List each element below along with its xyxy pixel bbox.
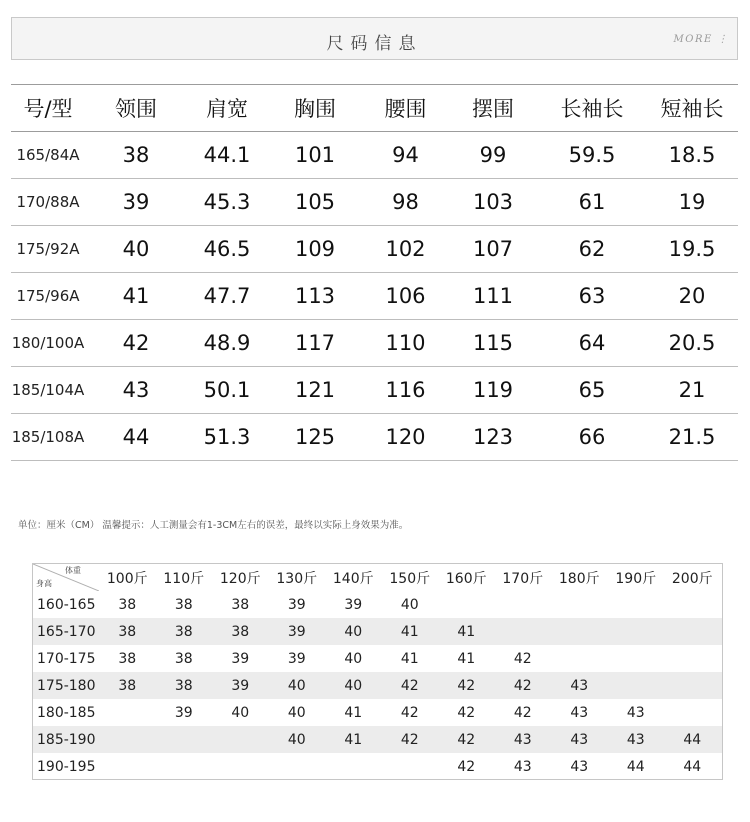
collar-size-cell: 39 <box>231 677 250 694</box>
collar-size-cell: 42 <box>457 677 476 694</box>
measurement-cell: 61 <box>578 190 606 214</box>
size-code-cell: 185/104A <box>11 381 85 399</box>
collar-size-cell: 40 <box>287 677 306 694</box>
measurement-cell: 19 <box>678 190 706 214</box>
collar-size-cell: 41 <box>457 623 476 640</box>
table-row <box>33 753 722 780</box>
measurement-cell: 62 <box>578 237 606 261</box>
collar-size-cell: 42 <box>457 731 476 748</box>
size-code-cell: 170/88A <box>16 193 80 211</box>
collar-size-cell: 43 <box>570 731 589 748</box>
weight-height-chart <box>32 563 723 780</box>
collar-size-cell: 38 <box>118 677 137 694</box>
size-code-cell: 180/100A <box>11 334 85 352</box>
measurement-cell: 44 <box>122 425 150 449</box>
collar-size-cell: 41 <box>344 731 363 748</box>
table-row <box>11 132 738 179</box>
measurement-cell: 123 <box>472 425 514 449</box>
measurement-cell: 44.1 <box>203 143 251 167</box>
weight-header-cell: 140斤 <box>332 570 374 587</box>
measurement-cell: 120 <box>385 425 426 449</box>
measurement-cell: 111 <box>472 284 514 308</box>
measurement-cell: 119 <box>472 378 514 402</box>
collar-size-cell: 43 <box>513 731 532 748</box>
collar-size-cell: 38 <box>231 596 250 613</box>
measurement-cell: 45.3 <box>203 190 251 214</box>
size-code-cell: 165/84A <box>16 146 80 164</box>
collar-size-cell: 40 <box>344 650 363 667</box>
corner-cell <box>33 564 99 591</box>
collar-size-cell: 39 <box>231 650 250 667</box>
collar-size-cell: 39 <box>287 650 306 667</box>
collar-size-cell: 38 <box>174 677 193 694</box>
height-range-cell: 190-195 <box>37 758 96 775</box>
measurement-cell: 121 <box>294 378 336 402</box>
weight-header-cell: 120斤 <box>219 570 261 587</box>
title-banner <box>11 17 738 60</box>
table-row <box>11 367 738 414</box>
height-range-cell: 170-175 <box>37 650 96 667</box>
height-range-cell: 160-165 <box>37 596 96 613</box>
collar-size-cell: 42 <box>400 677 419 694</box>
weight-header-cell: 160斤 <box>445 570 487 587</box>
collar-size-cell: 39 <box>287 596 306 613</box>
measurement-cell: 99 <box>479 143 507 167</box>
measurement-cell: 109 <box>294 237 336 261</box>
measurement-cell: 42 <box>122 331 150 355</box>
measurement-cell: 20.5 <box>668 331 716 355</box>
collar-size-cell: 39 <box>174 704 193 721</box>
table-row <box>33 645 722 672</box>
weight-header-cell: 190斤 <box>615 570 657 587</box>
column-header: 摆围 <box>472 97 514 121</box>
measurement-cell: 64 <box>578 331 606 355</box>
collar-size-cell: 41 <box>400 650 419 667</box>
collar-size-cell: 41 <box>457 650 476 667</box>
measurement-cell: 116 <box>385 378 426 402</box>
measurement-cell: 101 <box>294 143 336 167</box>
table-row <box>33 672 722 699</box>
table-row <box>33 699 722 726</box>
size-table-body <box>11 132 738 461</box>
measurement-cell: 63 <box>578 284 606 308</box>
measurement-cell: 105 <box>294 190 336 214</box>
weight-header-cell: 180斤 <box>558 570 600 587</box>
table-row <box>11 273 738 320</box>
measurement-cell: 125 <box>294 425 336 449</box>
height-range-cell: 185-190 <box>37 731 96 748</box>
weight-header-cell: 130斤 <box>276 570 318 587</box>
size-code-cell: 175/92A <box>16 240 80 258</box>
measurement-cell: 41 <box>122 284 150 308</box>
table-row <box>33 591 722 618</box>
weight-header-cell: 110斤 <box>163 570 205 587</box>
table-row <box>33 618 722 645</box>
collar-size-cell: 40 <box>231 704 250 721</box>
measurement-cell: 48.9 <box>203 331 251 355</box>
measurement-cell: 20 <box>678 284 706 308</box>
collar-size-cell: 43 <box>513 758 532 775</box>
measurement-cell: 40 <box>122 237 150 261</box>
measurement-cell: 51.3 <box>203 425 251 449</box>
measurement-cell: 117 <box>294 331 336 355</box>
measurement-cell: 103 <box>472 190 514 214</box>
height-range-cell: 175-180 <box>37 677 96 694</box>
measurement-cell: 59.5 <box>568 143 616 167</box>
weight-header-cell: 170斤 <box>502 570 544 587</box>
measurement-cell: 102 <box>385 237 426 261</box>
measurement-cell: 94 <box>392 143 419 167</box>
collar-size-cell: 43 <box>570 758 589 775</box>
size-table <box>11 84 738 461</box>
measurement-cell: 21.5 <box>668 425 716 449</box>
height-range-cell: 165-170 <box>37 623 96 640</box>
table-row <box>11 226 738 273</box>
collar-size-cell: 38 <box>118 596 137 613</box>
collar-size-cell: 41 <box>400 623 419 640</box>
table-row <box>11 179 738 226</box>
column-header: 长袖长 <box>560 97 624 121</box>
collar-size-cell: 40 <box>287 731 306 748</box>
collar-size-cell: 42 <box>513 704 532 721</box>
measurement-cell: 19.5 <box>668 237 716 261</box>
column-header: 腰围 <box>384 97 427 121</box>
measurement-cell: 98 <box>392 190 419 214</box>
collar-size-cell: 40 <box>344 623 363 640</box>
weight-height-body <box>33 591 722 780</box>
collar-size-cell: 42 <box>513 677 532 694</box>
collar-size-cell: 42 <box>457 704 476 721</box>
measurement-cell: 65 <box>578 378 606 402</box>
measurement-cell: 66 <box>578 425 606 449</box>
measurement-cell: 21 <box>678 378 706 402</box>
collar-size-cell: 44 <box>683 731 702 748</box>
more-label: MORE <box>673 34 713 45</box>
measurement-cell: 43 <box>122 378 150 402</box>
page-title: 尺码信息 <box>326 34 423 54</box>
collar-size-cell: 41 <box>344 704 363 721</box>
weight-header-row <box>33 564 722 591</box>
collar-size-cell: 38 <box>231 623 250 640</box>
collar-size-cell: 39 <box>287 623 306 640</box>
measurement-cell: 47.7 <box>203 284 251 308</box>
size-table-header <box>11 85 738 132</box>
collar-size-cell: 42 <box>400 731 419 748</box>
column-header: 号/型 <box>23 97 73 121</box>
collar-size-cell: 44 <box>683 758 702 775</box>
collar-size-cell: 43 <box>570 704 589 721</box>
weight-header-cell: 150斤 <box>389 570 431 587</box>
measurement-cell: 113 <box>294 284 336 308</box>
size-code-cell: 175/96A <box>16 287 80 305</box>
measurement-cell: 110 <box>385 331 426 355</box>
measurement-cell: 115 <box>472 331 514 355</box>
double-chevron-down-icon: ⋮ <box>717 34 729 45</box>
size-code-cell: 185/108A <box>11 428 85 446</box>
measurement-cell: 107 <box>472 237 514 261</box>
measurement-cell: 46.5 <box>203 237 251 261</box>
collar-size-cell: 43 <box>626 704 645 721</box>
corner-weight-label: 体重 <box>65 566 81 575</box>
column-header: 领围 <box>115 97 157 121</box>
collar-size-cell: 40 <box>400 596 419 613</box>
collar-size-cell: 42 <box>400 704 419 721</box>
measurement-cell: 38 <box>122 143 150 167</box>
collar-size-cell: 43 <box>626 731 645 748</box>
collar-size-cell: 38 <box>174 596 193 613</box>
column-header: 肩宽 <box>206 97 248 121</box>
weight-header-cell: 200斤 <box>671 570 713 587</box>
collar-size-cell: 42 <box>513 650 532 667</box>
collar-size-cell: 40 <box>344 677 363 694</box>
weight-header-cell: 100斤 <box>106 570 148 587</box>
corner-height-label: 身高 <box>36 579 52 588</box>
column-header: 短袖长 <box>660 97 724 121</box>
table-row <box>33 726 722 753</box>
more-link[interactable] <box>674 34 729 45</box>
collar-size-cell: 38 <box>118 650 137 667</box>
height-range-cell: 180-185 <box>37 704 96 721</box>
measurement-cell: 39 <box>122 190 150 214</box>
table-row <box>11 414 738 461</box>
measurement-note: 单位：厘米（CM） 温馨提示：人工测量会有1-3CM左右的误差，最终以实际上身效果为准。 <box>18 520 409 531</box>
collar-size-cell: 44 <box>626 758 645 775</box>
collar-size-cell: 43 <box>570 677 589 694</box>
collar-size-cell: 38 <box>174 650 193 667</box>
measurement-cell: 50.1 <box>203 378 251 402</box>
measurement-cell: 106 <box>385 284 426 308</box>
collar-size-cell: 40 <box>287 704 306 721</box>
column-header: 胸围 <box>294 97 336 121</box>
collar-size-cell: 42 <box>457 758 476 775</box>
collar-size-cell: 38 <box>118 623 137 640</box>
table-row <box>11 320 738 367</box>
collar-size-cell: 39 <box>344 596 363 613</box>
collar-size-cell: 38 <box>174 623 193 640</box>
measurement-cell: 18.5 <box>668 143 716 167</box>
